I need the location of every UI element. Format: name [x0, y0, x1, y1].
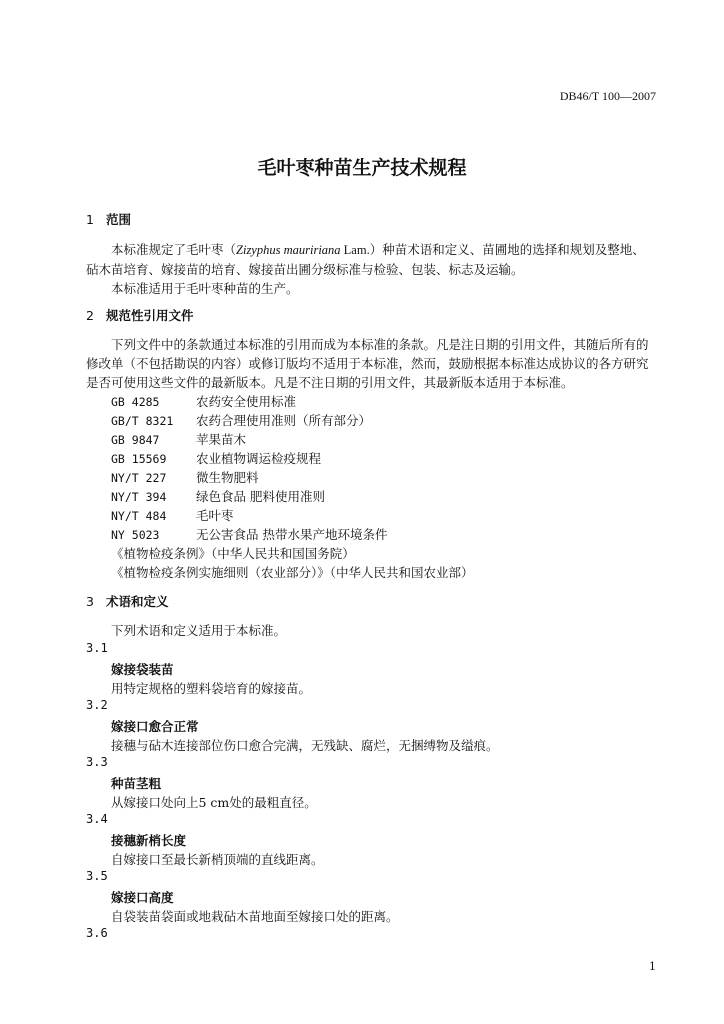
scope-applicability: 本标准适用于毛叶枣种苗的生产。	[111, 281, 299, 296]
text: ）种苗术语和定义、苗圃地的选择和规划及整地、	[369, 242, 645, 257]
reference-title: 微生物肥料	[196, 470, 259, 485]
species-latin-name: Zizyphus mauririana	[236, 243, 341, 257]
species-author: Lam.	[340, 243, 370, 257]
section-title: 规范性引用文件	[106, 308, 194, 323]
regulation-item: 《植物检疫条例实施细则（农业部分）》（中华人民共和国农业部）	[111, 565, 474, 580]
reference-code: NY/T 227	[111, 471, 167, 485]
reference-item	[111, 392, 296, 410]
reference-item	[111, 468, 259, 486]
term-name: 接穗新梢长度	[111, 833, 187, 848]
reference-code: GB 4285	[111, 395, 160, 409]
reference-title: 毛叶枣	[196, 508, 234, 523]
term-definition: 从嫁接口处向上5 cm处的最粗直径。	[111, 795, 317, 810]
reference-title: 农药合理使用准则（所有部分）	[196, 413, 372, 428]
page-title: 毛叶枣种苗生产技术规程	[257, 157, 467, 179]
section-number: 1	[86, 212, 94, 227]
section-2-heading	[86, 306, 194, 324]
terms-intro: 下列术语和定义适用于本标准。	[111, 623, 287, 638]
term-number: 3.4	[86, 812, 108, 826]
term-name: 种苗茎粗	[111, 776, 162, 791]
term-number: 3.1	[86, 641, 108, 655]
section-title: 范围	[106, 212, 132, 227]
reference-code: GB 9847	[111, 433, 160, 447]
term-number: 3.2	[86, 698, 108, 712]
reference-item	[111, 411, 371, 429]
section-number: 2	[86, 308, 94, 323]
normative-paragraph-line1: 下列文件中的条款通过本标准的引用而成为本标准的条款。凡是注日期的引用文件，其随后所有的	[111, 337, 649, 352]
reference-code: NY/T 394	[111, 490, 167, 504]
term-definition: 自嫁接口至最长新梢顶端的直线距离。	[111, 852, 324, 867]
regulation-item: 《植物检疫条例》（中华人民共和国国务院）	[111, 546, 355, 561]
scope-paragraph-line2: 砧木苗培育、嫁接苗的培育、嫁接苗出圃分级标准与检验、包装、标志及运输。	[86, 262, 524, 277]
reference-item	[111, 449, 321, 467]
reference-code: NY 5023	[111, 528, 160, 542]
term-number: 3.5	[86, 869, 108, 883]
term-name: 嫁接口愈合正常	[111, 719, 199, 734]
reference-item	[111, 487, 325, 505]
term-number: 3.3	[86, 755, 108, 769]
document-number: DB46/T 100—2007	[559, 89, 656, 103]
reference-item	[111, 506, 234, 524]
term-name: 嫁接袋装苗	[111, 662, 174, 677]
normative-paragraph-line3: 是否可使用这些文件的最新版本。凡是不注日期的引用文件，其最新版本适用于本标准。	[86, 375, 574, 390]
section-3-heading	[86, 592, 169, 610]
reference-item	[111, 430, 246, 448]
term-definition: 用特定规格的塑料袋培育的嫁接苗。	[111, 681, 312, 696]
reference-title: 绿色食品 肥料使用准则	[196, 489, 325, 504]
reference-code: GB/T 8321	[111, 414, 174, 428]
term-name: 嫁接口高度	[111, 890, 174, 905]
reference-code: GB 15569	[111, 452, 167, 466]
reference-title: 苹果苗木	[196, 432, 247, 447]
reference-title: 农业植物调运检疫规程	[196, 451, 322, 466]
reference-title: 农药安全使用标准	[196, 394, 297, 409]
text: 本标准规定了毛叶枣（	[111, 242, 237, 257]
reference-code: NY/T 484	[111, 509, 167, 523]
term-number: 3.6	[86, 926, 108, 940]
section-title: 术语和定义	[106, 594, 169, 609]
reference-item	[111, 525, 387, 543]
reference-title: 无公害食品 热带水果产地环境条件	[196, 527, 388, 542]
section-1-heading	[86, 210, 131, 228]
page-number: 1	[649, 960, 656, 973]
scope-paragraph-line1	[111, 240, 645, 258]
term-definition: 自袋装苗袋面或地栽砧木苗地面至嫁接口处的距离。	[111, 909, 399, 924]
term-definition: 接穗与砧木连接部位伤口愈合完满，无残缺、腐烂，无捆缚物及缢痕。	[111, 738, 499, 753]
section-number: 3	[86, 594, 94, 609]
normative-paragraph-line2: 修改单（不包括勘误的内容）或修订版均不适用于本标准，然而，鼓励根据本标准达成协议的各方研究	[86, 356, 649, 371]
